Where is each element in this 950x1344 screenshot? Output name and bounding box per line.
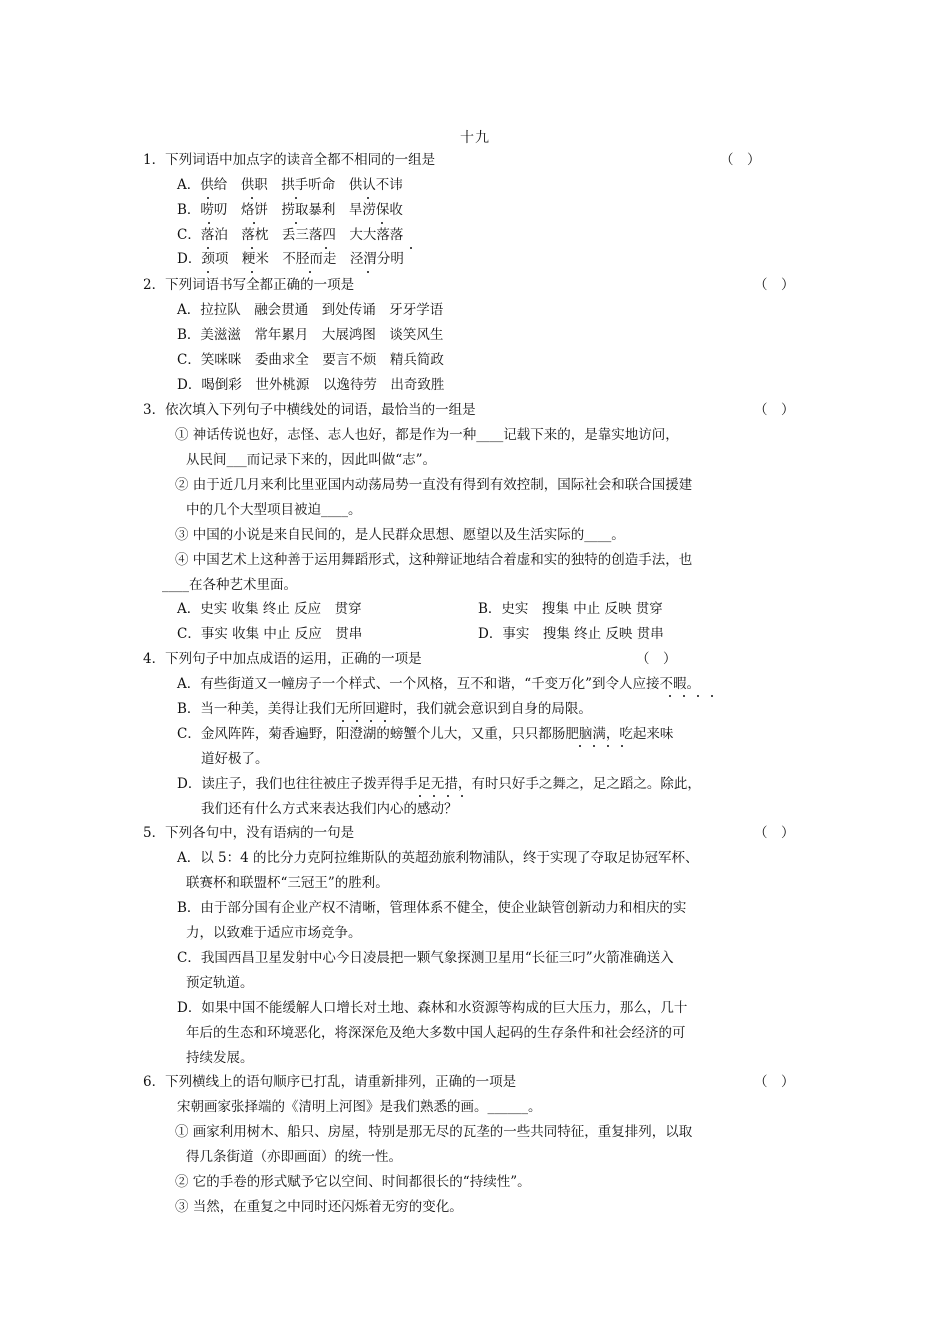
question-5-option-c-line-2: 预定轨道。	[186, 975, 254, 991]
question-5-option-d-line-2: 年后的生态和环境恶化，将深深危及绝大多数中国人起码的生存条件和社会经济的可	[186, 1025, 686, 1041]
question-4-option-d-line-1: D．读庄子，我们也往往被庄子拨弄得手足无措，有时只好手之舞之，足之蹈之。除此，	[177, 776, 701, 792]
question-1-option-b: B．唠叨 烙饼 捞取暴利 旱涝保收	[177, 202, 403, 218]
question-6-sentence-1-line-1: ① 画家利用树木、船只、房屋，特别是那无尽的瓦垄的一些共同特征，重复排列，以取	[175, 1124, 693, 1140]
emphasis-dot	[447, 795, 449, 797]
question-6-sentence-2: ② 它的手卷的形式赋予它以空间、时间都很长的“持续性”。	[175, 1174, 531, 1190]
question-2-option-b: B．美滋滋 常年累月 大展鸿图 谈笑风生	[177, 327, 444, 343]
question-5-stem: 5．下列各句中，没有语病的一句是	[143, 825, 355, 841]
emphasis-dot	[253, 222, 255, 224]
emphasis-dot	[251, 247, 253, 249]
emphasis-dot	[295, 222, 297, 224]
question-3-option-d: D．事实 搜集 终止 反映 贯串	[478, 626, 664, 642]
question-4-stem: 4．下列句子中加点成语的运用，正确的一项是	[143, 651, 422, 667]
emphasis-dot	[356, 720, 358, 722]
emphasis-dot	[208, 222, 210, 224]
question-3-sentence-4-line-2: ____在各种艺术里面。	[162, 577, 297, 593]
question-2-option-c: C．笑咪咪 委曲求全 要言不烦 精兵简政	[177, 352, 444, 368]
question-1-stem: 1．下列词语中加点字的读音全都不相同的一组是	[143, 152, 436, 168]
question-5-option-b-line-1: B．由于部分国有企业产权不清晰，管理体系不健全，使企业缺管创新动力和相庆的实	[177, 900, 687, 916]
question-3-sentence-1-line-2: 从民间___而记录下来的，因此叫做“志”。	[186, 452, 437, 468]
question-5-option-b-line-2: 力，以致难于适应市场竞争。	[186, 925, 362, 941]
emphasis-dot	[251, 271, 253, 273]
emphasis-dot	[419, 795, 421, 797]
emphasis-dot	[207, 247, 209, 249]
emphasis-dot	[461, 795, 463, 797]
question-2-option-a: A．拉拉队 融会贯通 到处传诵 牙牙学语	[177, 302, 444, 318]
question-2-answer-bracket: （ ）	[754, 277, 795, 293]
question-3-sentence-3: ③ 中国的小说是来自民间的，是人民群众思想、愿望以及生活实际的____。	[175, 527, 625, 543]
question-4-option-b: B．当一种美，美得让我们无所回避时，我们就会意识到自身的局限。	[177, 701, 592, 717]
emphasis-dot	[433, 795, 435, 797]
question-3-option-c: C．事实 收集 中止 反应 贯串	[177, 626, 363, 642]
question-6-stem: 6．下列横线上的语句顺序已打乱，请重新排列，正确的一项是	[143, 1074, 517, 1090]
emphasis-dot	[309, 271, 311, 273]
question-2-option-d: D．喝倒彩 世外桃源 以逸待劳 出奇致胜	[177, 377, 445, 393]
emphasis-dot	[295, 197, 297, 199]
question-1-option-c: C．落泊 落枕 丢三落四 大大落落	[177, 227, 404, 243]
emphasis-dot	[207, 197, 209, 199]
emphasis-dot	[683, 695, 685, 697]
question-3-sentence-2-line-2: 中的几个大型项目被迫____。	[186, 502, 362, 518]
question-5-option-c-line-1: C．我国西昌卫星发射中心今日凌晨把一颗气象探测卫星用“长征三叼”火箭准确送入	[177, 950, 674, 966]
question-3-stem: 3．依次填入下列句子中横线处的词语，最恰当的一组是	[143, 402, 476, 418]
emphasis-dot	[697, 695, 699, 697]
emphasis-dot	[325, 247, 327, 249]
question-6-answer-bracket: （ ）	[754, 1074, 795, 1090]
question-3-answer-bracket: （ ）	[754, 402, 795, 418]
question-3-option-b: B．史实 搜集 中止 反映 贯穿	[478, 601, 663, 617]
question-6-intro: 宋朝画家张择端的《清明上河图》是我们熟悉的画。______。	[177, 1099, 542, 1115]
question-4-option-c-line-1: C．金风阵阵，菊香遍野，阳澄湖的螃蟹个儿大，又重，只只都肠肥脑满，吃起来味	[177, 726, 674, 742]
question-3-sentence-4-line-1: ④ 中国艺术上这种善于运用舞蹈形式，这种辩证地结合着虚和实的独特的创造手法，也	[175, 552, 693, 568]
question-5-option-a-line-2: 联赛杯和联盟杯“三冠王”的胜利。	[186, 875, 389, 891]
emphasis-dot	[370, 720, 372, 722]
emphasis-dot	[607, 745, 609, 747]
question-6-sentence-3: ③ 当然，在重复之中同时还闪烁着无穷的变化。	[175, 1199, 463, 1215]
emphasis-dot	[251, 197, 253, 199]
question-5-option-d-line-1: D．如果中国不能缓解人口增长对土地、森林和水资源等构成的巨大压力，那么，几十	[177, 1000, 688, 1016]
question-5-option-a-line-1: A．以 5：4 的比分力克阿拉维斯队的英超劲旅利物浦队，终于实现了夺取足协冠军杯、	[177, 850, 699, 866]
emphasis-dot	[711, 695, 713, 697]
question-6-sentence-1-line-2: 得几条街道（亦即画面）的统一性。	[186, 1149, 402, 1165]
question-5-option-d-line-3: 持续发展。	[186, 1050, 254, 1066]
emphasis-dot	[381, 222, 383, 224]
emphasis-dot	[410, 247, 412, 249]
question-4-option-d-line-2: 我们还有什么方式来表达我们内心的感动？	[201, 801, 458, 817]
emphasis-dot	[384, 720, 386, 722]
emphasis-dot	[342, 720, 344, 722]
question-4-answer-bracket: （ ）	[636, 651, 677, 667]
emphasis-dot	[367, 197, 369, 199]
question-3-sentence-1-line-1: ① 神话传说也好，志怪、志人也好，都是作为一种____记载下来的，是靠实地访问，	[175, 427, 679, 443]
page-title: 十九	[460, 130, 490, 146]
emphasis-dot	[621, 745, 623, 747]
question-1-answer-bracket: （ ）	[720, 152, 761, 168]
question-4-option-a: A．有些街道又一幢房子一个样式、一个风格，互不和谐，“千变万化”到令人应接不暇。	[177, 676, 701, 692]
emphasis-dot	[207, 271, 209, 273]
emphasis-dot	[367, 271, 369, 273]
question-3-sentence-2-line-1: ② 由于近几月来利比里亚国内动荡局势一直没有得到有效控制，国际社会和联合国援建	[175, 477, 693, 493]
question-2-stem: 2．下列词语书写全都正确的一项是	[143, 277, 355, 293]
question-1-option-d: D．颈项 粳米 不胫而走 泾渭分明	[177, 251, 404, 267]
question-5-answer-bracket: （ ）	[754, 825, 795, 841]
emphasis-dot	[579, 745, 581, 747]
question-3-option-a: A．史实 收集 终止 反应 贯穿	[177, 601, 362, 617]
question-4-option-c-line-2: 道好极了。	[201, 751, 269, 767]
question-1-option-a: A．供给 供职 拱手听命 供认不讳	[177, 177, 403, 193]
emphasis-dot	[669, 695, 671, 697]
emphasis-dot	[593, 745, 595, 747]
